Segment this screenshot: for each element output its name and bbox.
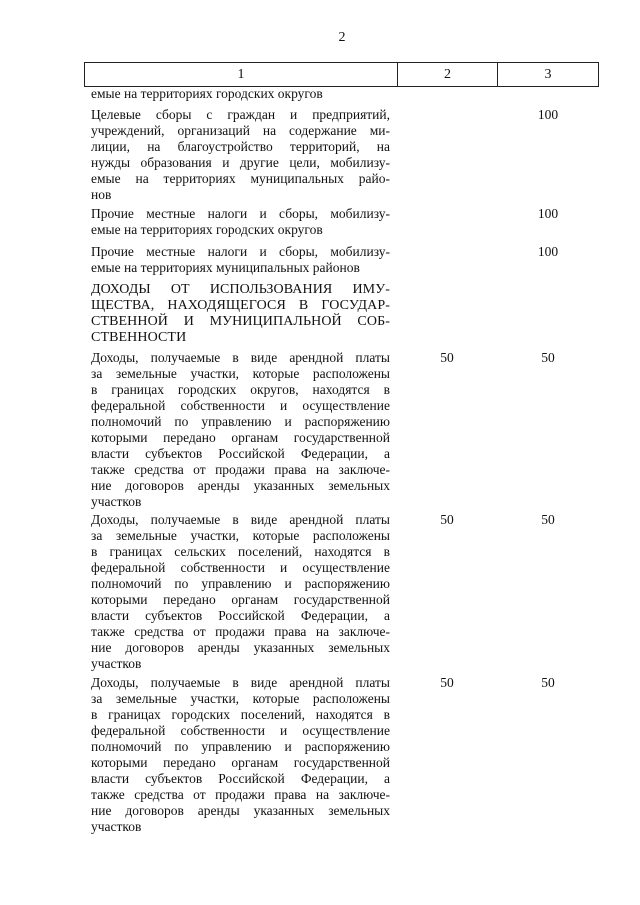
description-line: которыми передано органам государственной: [91, 592, 390, 607]
description-line: также средства от продажи права на заключе-: [91, 462, 390, 477]
column-3-value: 50: [541, 350, 555, 365]
description-line: учреждений, организаций на содержание ми-: [91, 123, 390, 138]
description-line: федеральной собственности и осуществление: [91, 398, 390, 413]
table-header-row: [84, 62, 599, 87]
description-line: полномочий по управлению и распоряжению: [91, 576, 390, 591]
description-line: в границах сельских поселений, находятся в: [91, 544, 390, 559]
description-line: которыми передано органам государственной: [91, 755, 390, 770]
row-description: [91, 350, 390, 510]
description-line: власти субъектов Российской Федерации, а: [91, 771, 390, 786]
description-line: СТВЕННОЙ И МУНИЦИПАЛЬНОЙ СОБ-: [91, 314, 390, 329]
description-line: ДОХОДЫ ОТ ИСПОЛЬЗОВАНИЯ ИМУ-: [91, 282, 390, 297]
description-line: емые на территориях городских округов: [91, 222, 323, 237]
description-line: емые на территориях муниципальных районов: [91, 260, 360, 275]
row-description: [91, 107, 390, 203]
description-line: участков: [91, 656, 142, 671]
description-line: Прочие местные налоги и сборы, мобилизу-: [91, 244, 390, 259]
section-heading: [91, 282, 390, 346]
column-header-1: 1: [85, 63, 398, 86]
column-3-value: 100: [537, 107, 559, 122]
description-line: за земельные участки, которые расположены: [91, 528, 390, 543]
description-line: в границах городских округов, находятся в: [91, 382, 390, 397]
column-header-2: 2: [398, 63, 498, 86]
description-line: лиции, на благоустройство территорий, на: [91, 139, 390, 154]
description-line: также средства от продажи права на заключе-: [91, 624, 390, 639]
column-3-value: 100: [537, 244, 559, 259]
row-description: [91, 512, 390, 672]
description-line: СТВЕННОСТИ: [91, 330, 187, 345]
description-line: ние договоров аренды указанных земельных: [91, 478, 390, 493]
description-line: емые на территориях муниципальных райо-: [91, 171, 390, 186]
description-line: ние договоров аренды указанных земельных: [91, 640, 390, 655]
description-line: Доходы, получаемые в виде арендной платы: [91, 350, 390, 365]
description-line: ЩЕСТВА, НАХОДЯЩЕГОСЯ В ГОСУДАР-: [91, 298, 390, 313]
description-line: в границах городских поселений, находятся в: [91, 707, 390, 722]
description-line: полномочий по управлению и распоряжению: [91, 739, 390, 754]
column-3-value: 50: [541, 675, 555, 690]
description-line: емые на территориях городских округов: [91, 86, 323, 101]
description-line: федеральной собственности и осуществление: [91, 560, 390, 575]
column-2-value: 50: [440, 350, 454, 365]
row-description: [91, 244, 390, 276]
description-line: Прочие местные налоги и сборы, мобилизу-: [91, 206, 390, 221]
description-line: Доходы, получаемые в виде арендной платы: [91, 675, 390, 690]
description-line: которыми передано органам государственной: [91, 430, 390, 445]
description-line: полномочий по управлению и распоряжению: [91, 414, 390, 429]
row-description: [91, 206, 390, 238]
column-2-value: 50: [440, 675, 454, 690]
description-line: власти субъектов Российской Федерации, а: [91, 608, 390, 623]
description-line: также средства от продажи права на заключе-: [91, 787, 390, 802]
description-line: федеральной собственности и осуществление: [91, 723, 390, 738]
description-line: нов: [91, 187, 112, 202]
description-line: участков: [91, 819, 142, 834]
column-2-value: 50: [440, 512, 454, 527]
row-description: [91, 675, 390, 835]
description-line: Целевые сборы с граждан и предприятий,: [91, 107, 390, 122]
description-line: власти субъектов Российской Федерации, а: [91, 446, 390, 461]
description-line: ние договоров аренды указанных земельных: [91, 803, 390, 818]
description-line: нужды образования и другие цели, мобилизу-: [91, 155, 390, 170]
page-number: 2: [338, 30, 346, 45]
description-line: Доходы, получаемые в виде арендной платы: [91, 512, 390, 527]
row-description: [91, 86, 390, 102]
column-3-value: 100: [537, 206, 559, 221]
description-line: за земельные участки, которые расположены: [91, 366, 390, 381]
description-line: участков: [91, 494, 142, 509]
column-header-3: 3: [544, 67, 552, 82]
column-3-value: 50: [541, 512, 555, 527]
description-line: за земельные участки, которые расположены: [91, 691, 390, 706]
